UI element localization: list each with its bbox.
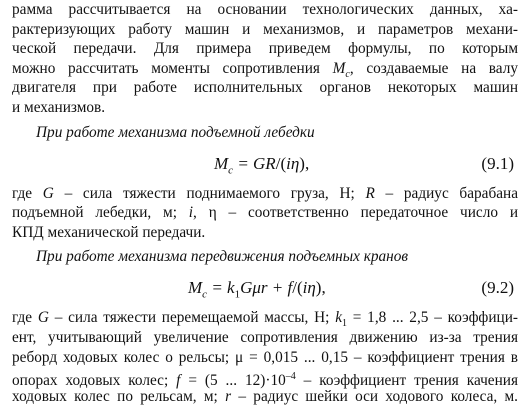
text-line: опорах ходовых колес; f = (5 ... $12)\cdot 10^{-4}$ – коэффициент трения качения xyxy=(12,371,519,390)
text-line: подъемной лебедки, м; i, η – соответственно передаточное число и xyxy=(12,204,519,222)
text-line: где G – сила тяжести перемещаемой массы, Н; $k_1 = 1,8$ ... 2,5 – коэффици- xyxy=(12,309,518,330)
formula-number-9-1: (9.1) xyxy=(481,153,514,173)
paragraph-winch-legend xyxy=(12,184,518,243)
formula-number-9-2: (9.2) xyxy=(481,278,514,298)
text-line: КПД механической передачи. xyxy=(12,223,206,241)
formula-row-9-1 xyxy=(12,144,518,184)
formula-9-1: $M_c = GR/(i\eta)$, xyxy=(214,153,310,176)
text-line: где G – сила тяжести поднимаемого груза, Н; R – радиус барабана xyxy=(12,184,518,202)
text-line: можно рассчитать моменты сопротивления $M_c$, создаваемые на валу xyxy=(12,59,518,80)
paragraph-intro xyxy=(12,0,518,118)
text-line: ческой передачи. Для примера приведем формулы, по которым xyxy=(12,40,518,58)
paragraph-crane-legend xyxy=(12,308,518,406)
formula-9-2: $M_c = k_1G\mu r + f/(i\eta)$, xyxy=(188,278,326,301)
text-line: реборд ходовых колес о рельсы; μ = 0,015 ... 0,15 – коэффициент трения в xyxy=(12,348,518,366)
text-line: двигателя при работе исполнительных органов некоторых машин xyxy=(12,79,518,97)
section-heading-winch: При работе механизма подъемной лебедки xyxy=(36,123,315,141)
section-heading-crane: При работе механизма передвижения подъемных кранов xyxy=(36,248,409,266)
formula-row-9-2 xyxy=(12,268,518,308)
text-line: рактеризующих работу машин и механизмов, и параметров механи- xyxy=(12,20,518,38)
document-page xyxy=(12,0,518,406)
text-line: и механизмов. xyxy=(12,98,106,116)
text-line: ент, учитывающий увеличение сопротивления движению из-за трения xyxy=(12,328,518,346)
text-line: рамма рассчитывается на основании технологических данных, ха- xyxy=(12,1,518,18)
text-line: ходовых колес по рельсам, м; r – радиус шейки оси ходового колеса, м. xyxy=(12,387,518,405)
